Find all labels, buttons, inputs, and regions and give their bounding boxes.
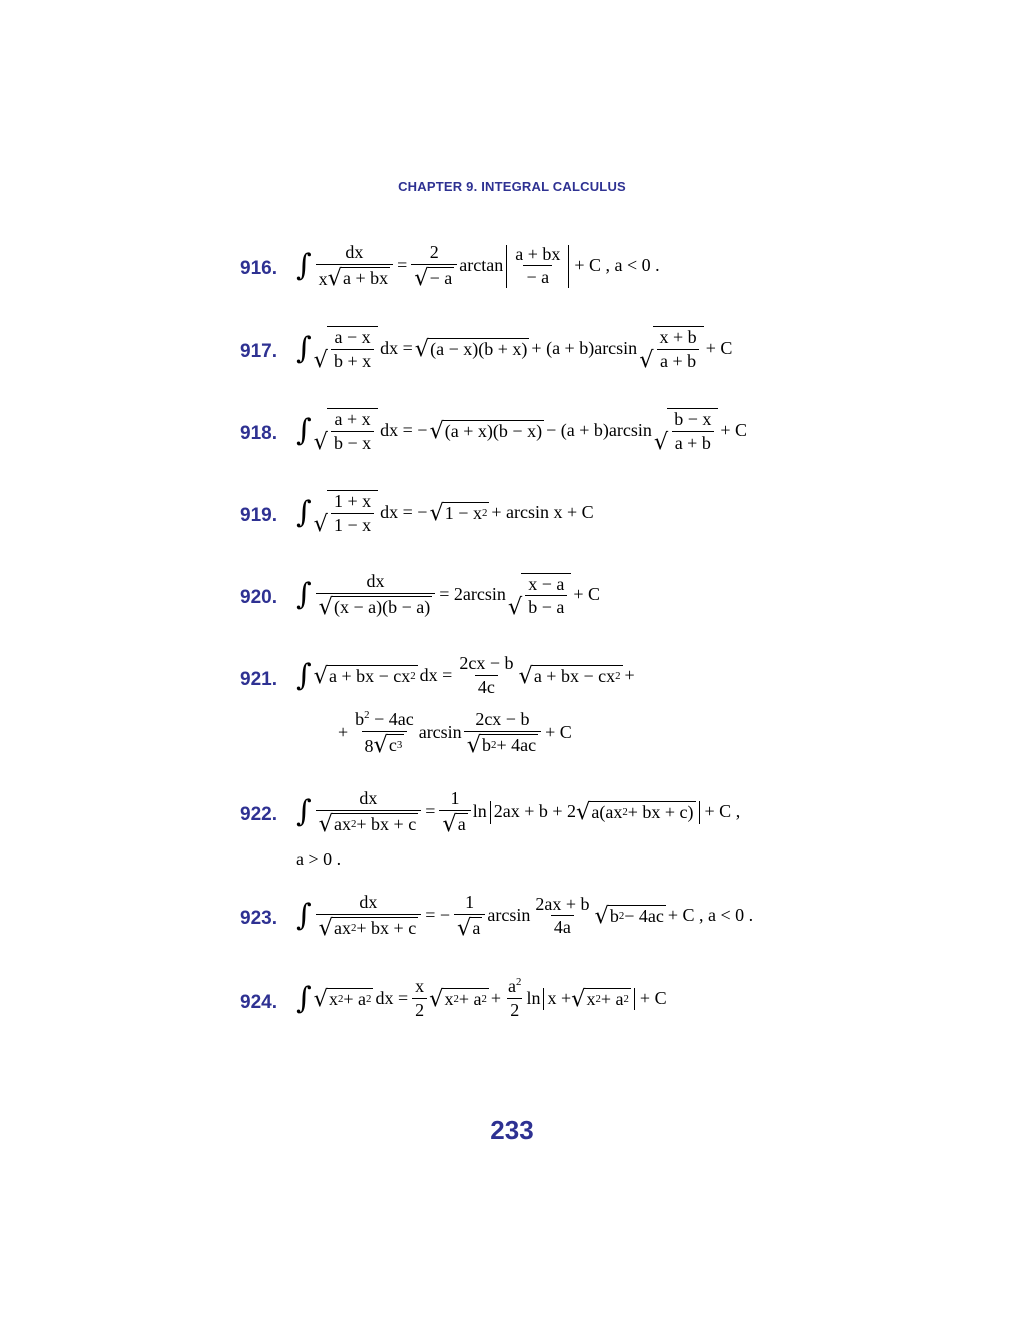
- formula-923: ∫ dx √ ax 2 + bx + c = − 1 √ a arcsin $\frac{2ax + b}{4a}$ √ b 2 − 4ac + C , a < 0 .: [296, 892, 754, 941]
- formula-917: ∫ √ $\frac{a - x}{b + x}$ dx = √ (a − x)(b + x) + (a + b)arcsin √ $\frac{x + b}{a + b}$ + C: [296, 327, 733, 374]
- formula-924: ∫ √ x 2 + a 2 dx = $\frac{x}{2}$ √ x 2 + a 2 + $\frac{a^2}{2}$ ln x + √ x 2 + a 2 + C: [296, 976, 667, 1020]
- formula-number-916: 916.: [240, 258, 277, 279]
- formula-921-line-2: + $b^2 - 4ac$ 8 √ c 3 arcsin 2cx − b √ b 2 + 4ac + C: [338, 709, 572, 758]
- formula-918: ∫ √ $\frac{a + x}{b - x}$ dx = − √ (a + x)(b − x) − (a + b)arcsin √ $\frac{b - x}{a + b}$ + C: [296, 409, 748, 456]
- formula-922-line-1: ∫ dx √ ax 2 + bx + c = 1 √ a ln 2ax + b + 2 √ a(ax 2 + bx + c) + C ,: [296, 788, 741, 837]
- formula-number-923: 923.: [240, 908, 277, 929]
- formula-number-921: 921.: [240, 669, 277, 690]
- formula-number-919: 919.: [240, 505, 277, 526]
- formula-916: ∫ dx x √ a + bx = 2 √ − a arctan $\frac{a + bx}{- a}$ + C , a < 0 .: [296, 242, 660, 291]
- formula-number-920: 920.: [240, 587, 277, 608]
- formula-921-line-1: ∫ √ a + bx − cx 2 dx = $\frac{2cx - b}{4c}$ √ a + bx − cx 2 +: [296, 653, 635, 697]
- formula-919: ∫ √ $\frac{1 + x}{1 - x}$ dx = − √ 1 − x 2 + arcsin x + C: [296, 491, 594, 538]
- page-number: 233: [490, 1115, 534, 1145]
- formula-number-917: 917.: [240, 341, 277, 362]
- formula-number-924: 924.: [240, 992, 277, 1013]
- formula-number-922: 922.: [240, 804, 277, 825]
- formula-number-918: 918.: [240, 423, 277, 444]
- formula-922-line-2: a > 0 .: [296, 849, 342, 869]
- running-header: CHAPTER 9. INTEGRAL CALCULUS: [398, 179, 626, 194]
- formula-920: ∫ dx √ (x − a)(b − a) = 2arcsin √ $\frac{x - a}{b - a}$ + C: [296, 571, 601, 620]
